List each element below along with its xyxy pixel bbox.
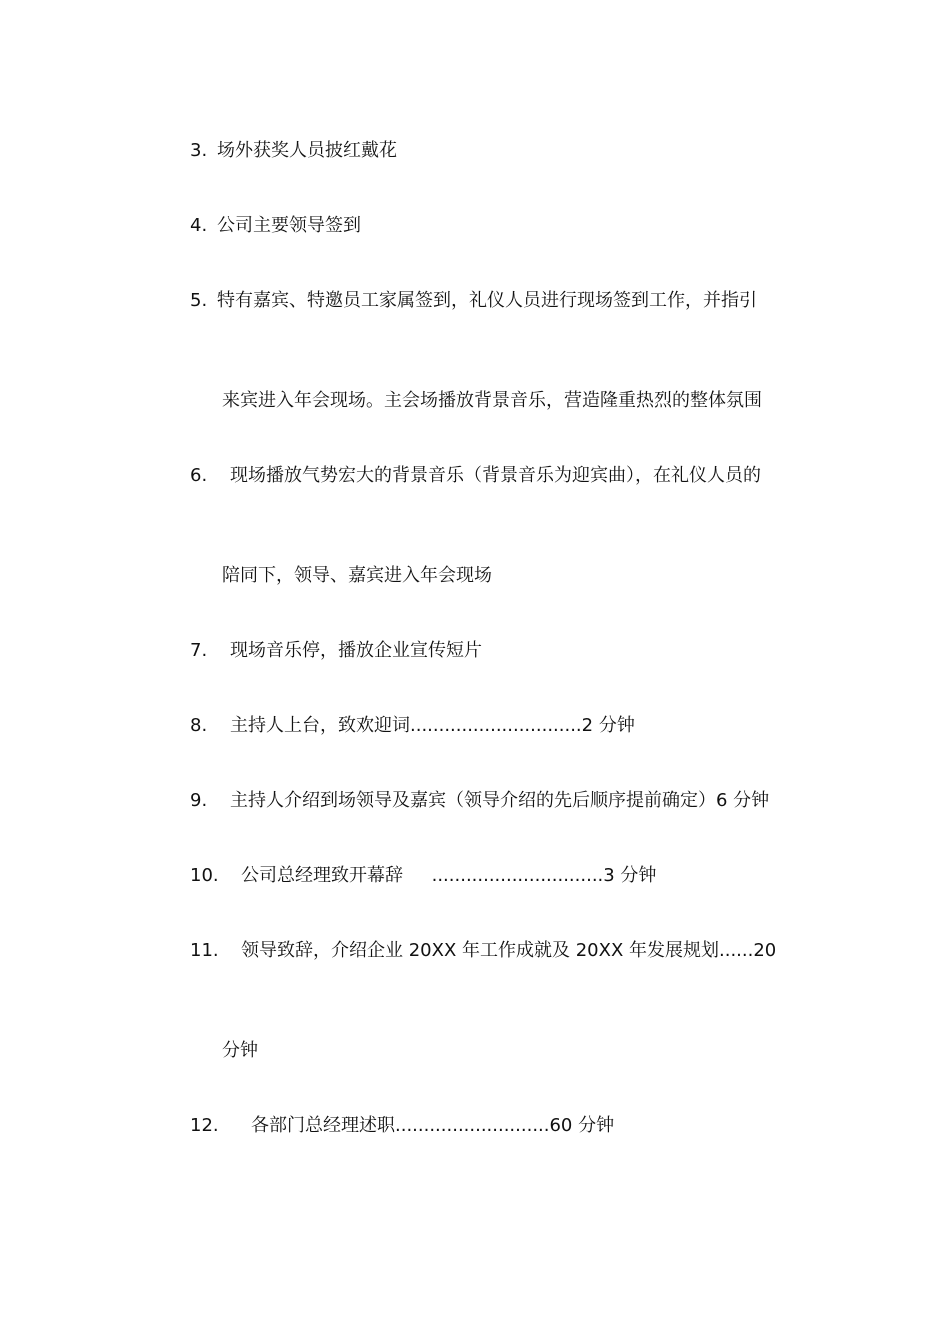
item-number: 12. — [190, 1115, 219, 1136]
item-number: 3. — [190, 140, 208, 161]
item-text: 现场播放气势宏大的背景音乐（背景音乐为迎宾曲），在礼仪人员的 — [230, 465, 761, 486]
item-number: 8. — [190, 715, 208, 736]
list-item-8 — [190, 714, 635, 738]
list-item-5-continuation: 来宾进入年会现场。主会场播放背景音乐，营造隆重热烈的整体氛围 — [222, 390, 762, 411]
item-text: 场外获奖人员披红戴花 — [217, 140, 397, 161]
list-item-12 — [190, 1114, 614, 1138]
item-text: 领导致辞，介绍企业 20XX 年工作成就及 20XX 年发展规划......20 — [241, 940, 777, 961]
item-number: 10. — [190, 865, 219, 886]
list-item-9 — [190, 789, 769, 813]
list-item-11-continuation: 分钟 — [222, 1040, 258, 1061]
item-number: 9. — [190, 790, 208, 811]
item-number: 7. — [190, 640, 208, 661]
item-text: 公司主要领导签到 — [217, 215, 361, 236]
item-text: 公司总经理致开幕辞 ..............................3 分钟 — [241, 865, 657, 886]
list-item-4 — [190, 214, 361, 238]
item-text: 主持人介绍到场领导及嘉宾（领导介绍的先后顺序提前确定）6 分钟 — [230, 790, 770, 811]
list-item-10 — [190, 864, 656, 888]
item-text: 现场音乐停，播放企业宣传短片 — [230, 640, 482, 661]
item-number: 5. — [190, 290, 208, 311]
list-item-7 — [190, 639, 482, 663]
list-item-6 — [190, 464, 761, 488]
item-number: 6. — [190, 465, 208, 486]
item-number: 4. — [190, 215, 208, 236]
item-text: 各部门总经理述职...........................60 分钟 — [251, 1115, 615, 1136]
item-number: 11. — [190, 940, 219, 961]
list-item-5 — [190, 289, 757, 313]
list-item-3 — [190, 139, 397, 163]
list-item-11 — [190, 939, 776, 963]
item-text: 特有嘉宾、特邀员工家属签到，礼仪人员进行现场签到工作，并指引 — [217, 290, 757, 311]
item-text: 主持人上台，致欢迎词..............................2 分钟 — [230, 715, 635, 736]
list-item-6-continuation: 陪同下，领导、嘉宾进入年会现场 — [222, 565, 492, 586]
